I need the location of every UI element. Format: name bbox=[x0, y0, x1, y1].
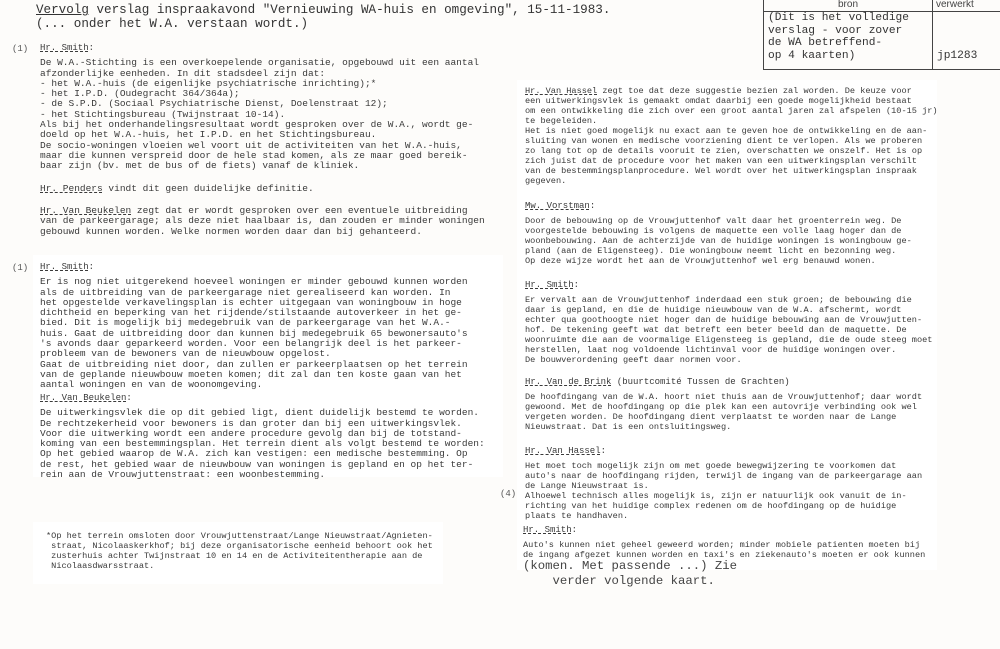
text-line: voorgestelde bebouwing is volgens de maquette een volle laag hoger dan de bbox=[525, 226, 902, 236]
speaker-line bbox=[525, 377, 922, 387]
speaker-line bbox=[525, 446, 922, 456]
text-line: vergeten worden. De hoofdingang dient verplaatst te worden naar de Lange bbox=[525, 412, 897, 422]
speaker-remark: : bbox=[88, 43, 95, 53]
statement-van-beukelen-2 bbox=[40, 393, 485, 480]
text-line: bied. Dit is mogelijk bij medegebruik van de parkeergarage van het W.A.- bbox=[40, 317, 451, 329]
title-underlined: Vervolg bbox=[36, 3, 89, 17]
speaker-line bbox=[40, 262, 468, 272]
statement-smith-3 bbox=[525, 280, 932, 365]
speaker-name: Mw. Vorstman bbox=[525, 201, 590, 211]
source-text: (Dit is het volledige verslag - voor zover de WA betreffend- op 4 kaarten) bbox=[768, 12, 909, 62]
text-line: hof. De tekening geeft wat dat betreft een beter beeld dan de maquette. De bbox=[525, 325, 907, 335]
text-line: van de bestemmingsplanprocedure. Wel wordt over het uitwerkingsplan inspraak bbox=[525, 166, 917, 176]
text-line: zich juist dat de procedure voor het maken van een uitwerkingsplan verschilt bbox=[525, 156, 917, 166]
statement-smith-4 bbox=[523, 525, 925, 560]
speaker-line bbox=[40, 184, 314, 194]
text-line: Het moet toch mogelijk zijn om met goede bewegwijzering te voorkomen dat bbox=[525, 461, 897, 471]
text-line: - het W.A.-huis (de eigenlijke psychiatrische inrichting);* bbox=[40, 77, 377, 89]
speaker-remark: vindt dit geen duidelijke definitie. bbox=[102, 183, 314, 194]
statement-van-beukelen-1 bbox=[40, 206, 485, 237]
speaker-name: Hr. Smith bbox=[40, 43, 89, 53]
text-line: het opgestelde verkavelingsplan is echter uitgegaan van woningbouw in hoge bbox=[40, 296, 462, 308]
text-line: De rechtzekerheid voor bewoners is dan groter dan bij een uitwerkingsvlek. bbox=[40, 417, 462, 429]
text-line: als de uitbreiding van de parkeergarage niet gerealiseerd kan worden. In bbox=[40, 286, 451, 298]
speaker-remark: : bbox=[126, 393, 132, 403]
text-line: 's avonds daar geparkeerd worden. Voor een belangrijk deel is het parkeer- bbox=[40, 338, 462, 350]
text-line: pland (aan de Eligensteeg). Die woningbouw neemt licht en bezonning weg. bbox=[525, 246, 897, 256]
text-line: Gaat de uitbreiding niet door, dan zullen er parkeerplaatsen op het terrein bbox=[40, 358, 468, 370]
speaker-line bbox=[40, 43, 479, 53]
text-line: rein aan de Vrouwjuttenstraat: een woonbestemming. bbox=[40, 469, 326, 481]
speaker-name: Hr. Van Hassel bbox=[525, 86, 598, 96]
text-line: gewoond. Met de hoofdingang op die plek kan een autovrije verbinding ook wel bbox=[525, 402, 917, 412]
speaker-remark: (buurtcomité Tussen de Grachten) bbox=[611, 377, 790, 387]
text-line: Er is nog niet uitgerekend hoeveel woningen er minder gebouwd kunnen worden bbox=[40, 276, 468, 288]
text-line: De uitwerkingsvlek die op dit gebied ligt, dient duidelijk bestemd te worden. bbox=[40, 407, 479, 419]
text-line: zusterhuis achter Twijnstraat 10 en 14 en de Activiteitentherapie aan de bbox=[46, 551, 423, 561]
text-line: dichtheid en beperking van het rijdende/stilstaande autoverkeer in het ge- bbox=[40, 307, 462, 319]
text-line: Nicolaasdwarsstraat. bbox=[46, 561, 155, 571]
text-line: de Lange Nieuwstraat is. bbox=[525, 481, 649, 491]
text-line: zo lang tot op de details vooruit te zien, overschatten we onszelf. Het is op bbox=[525, 146, 923, 156]
speaker-name: Hr. Van Beukelen bbox=[40, 393, 127, 403]
text-line: De bouwverordening geeft daar normen voor. bbox=[525, 355, 742, 365]
speaker-name: Hr. Penders bbox=[40, 183, 103, 194]
text-line: probleem van de bewoners van de nieuwbouw opgelost. bbox=[40, 348, 331, 360]
text-line: auto's naar de hoofdingang rijden, terwijl de ingang van de parkeergarage aan bbox=[525, 471, 923, 481]
speaker-remark: : bbox=[88, 262, 95, 272]
speaker-remark: zegt dat er wordt gesproken over een eventuele uitbreiding bbox=[131, 205, 468, 216]
text-line: woonruimte die aan de voormalige Eligensteeg is gepland, die de oude steeg moet bbox=[525, 335, 933, 345]
text-line: - de S.P.D. (Sociaal Psychiatrische Dienst, Doelenstraat 12); bbox=[40, 98, 388, 110]
text-line: sluiting van wonen en medische voorziening dient te verlopen. Als we proberen bbox=[525, 136, 923, 146]
text-line: een uitwerkingsvlek is gemaakt omdat daarbij een goede mogelijkheid bestaat bbox=[525, 96, 912, 106]
title-text: verslag inspraakavond "Vernieuwing WA-huis en omgeving", 15-11-1983. bbox=[88, 3, 611, 17]
text-line: daar is gepland, en die de huidige nieuwbouw van de W.A. afschermt, wordt bbox=[525, 305, 902, 315]
text-line: herstellen, laat nog voldoende lichtinval voor de huidige woningen over. bbox=[525, 345, 897, 355]
speaker-remark: : bbox=[573, 280, 580, 290]
statement-smith-1 bbox=[40, 43, 479, 172]
text-line: maar die kunnen verspreid door de hele stad komen, als ze maar goed bereik- bbox=[40, 149, 468, 161]
text-line: baar zijn (bv. met de bus of de fiets) vanaf de kliniek. bbox=[40, 160, 360, 172]
text-line: koming van een bestemmingsplan. Het terrein dient als volgt bestemd te worden: bbox=[40, 438, 485, 450]
text-line: Alhoewel technisch alles mogelijk is, zijn er natuurlijk ook vanuit de in- bbox=[525, 491, 907, 501]
text-line: De socio-woningen vloeien wel voort uit de activiteiten van het W.A.-huis, bbox=[40, 139, 462, 151]
subtitle: (... onder het W.A. verstaan wordt.) bbox=[36, 17, 309, 31]
speaker-remark: : bbox=[589, 201, 596, 211]
text-line: Auto's kunnen niet geheel geweerd worden; minder mobiele patienten moeten bij bbox=[523, 540, 921, 550]
text-line: om een ontwikkeling die zich over een groot aantal jaren zal afspelen (10-15 jr) bbox=[525, 106, 938, 116]
speaker-line bbox=[525, 201, 912, 211]
text-line: Door de bebouwing op de Vrouwjuttenhof valt daar het groenterrein weg. De bbox=[525, 216, 902, 226]
speaker-name: Hr. Smith bbox=[523, 525, 572, 535]
card-header bbox=[764, 0, 1000, 12]
speaker-line bbox=[40, 393, 485, 403]
col-source-label: bron bbox=[837, 0, 858, 10]
speaker-name: Hr. Van de Brink bbox=[525, 377, 612, 387]
speaker-line bbox=[525, 86, 938, 96]
index-card-box bbox=[763, 0, 1000, 70]
speaker-name: Hr. Smith bbox=[40, 262, 89, 272]
text-line: Als bij het onderhandelingsresultaat wordt gesproken over de W.A., wordt ge- bbox=[40, 119, 474, 131]
text-line: woonbebouwing. Aan de achterzijde van de huidige woningen is woningbouw ge- bbox=[525, 236, 912, 246]
document-title bbox=[36, 3, 610, 31]
text-line: huis. Gaat de uitbreiding door dan kunnen bij medegebruik 65 bewonersauto's bbox=[40, 327, 468, 339]
column-divider bbox=[932, 0, 933, 69]
text-line: *Op het terrein omsloten door Vrouwjuttenstraat/Lange Nieuwstraat/Agnieten- bbox=[46, 531, 433, 541]
text-line: De hoofdingang van de W.A. hoort niet thuis aan de Vrouwjuttenhof; daar wordt bbox=[525, 392, 923, 402]
text-line: Nieuwstraat. Dat is een ontsluitingsweg. bbox=[525, 422, 732, 432]
margin-mark: (4) bbox=[500, 489, 517, 499]
text-line: van de parkeergarage; als deze niet haalbaar is, dan zouden er minder woningen bbox=[40, 215, 485, 227]
statement-penders bbox=[40, 184, 314, 194]
text-line: afzonderlijke eenheden. In dit stadsdeel zijn dat: bbox=[40, 67, 326, 79]
text-line: van de geplande nieuwbouw moeten komen; dit zal dan ten koste gaan van het bbox=[40, 368, 462, 380]
speaker-line bbox=[525, 280, 932, 290]
text-line: echter qua goothoogte niet hoger dan de huidige bebouwing aan de Vrouwjutten- bbox=[525, 315, 923, 325]
text-line: Op het gebied waarop de W.A. zich kan vestigen: een medische bestemming. Op bbox=[40, 448, 468, 460]
speaker-line bbox=[523, 525, 925, 535]
speaker-name: Hr. Van Beukelen bbox=[40, 205, 132, 216]
margin-mark: (1) bbox=[12, 263, 29, 273]
statement-vorstman bbox=[525, 201, 912, 266]
col-processed-label: verwerkt bbox=[936, 0, 974, 10]
footnote bbox=[46, 531, 433, 571]
text-line: Op deze wijze wordt het aan de Vrouwjuttenhof wel erg benauwd wonen. bbox=[525, 256, 876, 266]
statement-smith-2 bbox=[40, 262, 468, 391]
text-line: - het I.P.D. (Oudegracht 364/364a); bbox=[40, 88, 240, 100]
text-line: te begeleiden. bbox=[525, 116, 598, 126]
speaker-remark: : bbox=[600, 446, 607, 456]
statement-van-hassel-2 bbox=[525, 446, 922, 521]
text-line: richting van het huidige complex redenen om de hoofdingang op de huidige bbox=[525, 501, 897, 511]
processed-code: jp1283 bbox=[937, 50, 978, 62]
text-line: De W.A.-Stichting is een overkoepelende organisatie, opgebouwd uit een aantal bbox=[40, 57, 479, 69]
text-line: gebouwd kunnen worden. Welke normen worden daar dan bij gehanteerd. bbox=[40, 225, 422, 237]
speaker-name: Hr. Van Hassel bbox=[525, 446, 601, 456]
closing-note: (komen. Met passende ...) Zie verder volgende kaart. bbox=[523, 559, 738, 588]
text-line: Voor die uitwerking wordt een andere procedure gevolg dan bij de totstand- bbox=[40, 427, 462, 439]
text-line: de rest, het gebied waar de nieuwbouw van woningen is gepland en op het ter- bbox=[40, 458, 474, 470]
text-line: Er vervalt aan de Vrouwjuttenhof inderdaad een stuk groen; de bebouwing die bbox=[525, 295, 912, 305]
text-line: plaats te handhaven. bbox=[525, 511, 629, 521]
speaker-remark: : bbox=[571, 525, 578, 535]
statement-van-hassel-1 bbox=[525, 86, 938, 186]
text-line: doeld op het W.A.-huis, het I.P.D. en het Stichtingsbureau. bbox=[40, 129, 377, 141]
text-line: straat, Nicolaaskerkhof; bij deze organisatorische eenheid behoort ook het bbox=[46, 541, 433, 551]
text-line: de ingang afgezet kunnen worden en taxi's en ziekenauto's moeten er ook kunnen bbox=[523, 550, 926, 560]
speaker-name: Hr. Smith bbox=[525, 280, 574, 290]
text-line: gegeven. bbox=[525, 176, 567, 186]
speaker-remark: zegt toe dat deze suggestie bezien zal worden. De keuze voor bbox=[597, 86, 912, 96]
margin-mark: (1) bbox=[12, 44, 29, 54]
text-line: aantal woningen en van de woonomgeving. bbox=[40, 379, 263, 391]
text-line: - het Stichtingsbureau (Twijnstraat 10-14). bbox=[40, 108, 286, 120]
text-line: Het is niet goed mogelijk nu exact aan te geven hoe de ontwikkeling en de aan- bbox=[525, 126, 928, 136]
statement-van-de-brink bbox=[525, 377, 922, 432]
